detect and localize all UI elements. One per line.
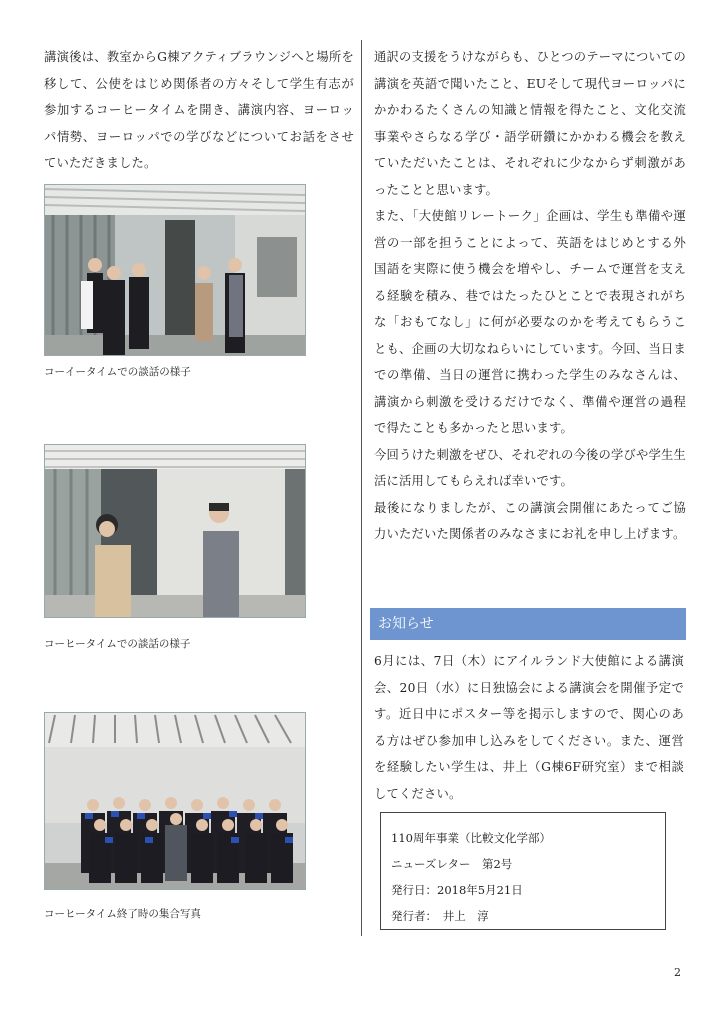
colophon-box bbox=[380, 812, 666, 930]
intro-paragraph: 講演後は、教室からG棟アクティブラウンジへと場所を移して、公使をはじめ関係者の方々そして学生有志が参加するコーヒータイムを開き、講演内容、ヨーロッパ情勢、ヨーロッパでの学びなどについてお話をさせていただきました。 bbox=[44, 50, 354, 170]
photo-caption-2: コーヒータイムでの談話の様子 bbox=[44, 638, 191, 650]
photo-group-image bbox=[45, 713, 306, 889]
colophon-title: 110周年事業（比較文化学部） bbox=[391, 831, 551, 845]
notice-section bbox=[374, 648, 684, 807]
right-paragraph: 最後になりましたが、この講演会開催にあたってご協力いただいた関係者のみなさまにお礼を申し上げます。 bbox=[374, 500, 686, 541]
notice-paragraph: 6月には、7日（木）にアイルランド大使館による講演会、20日（水）に日独協会による講演会を開催予定です。近日中にポスター等を掲示しますので、関心のある方はぜひ参加申し込みをしてください。また、運営を経験したい学生は、井上（G棟6F研究室）まで相談してください。 bbox=[374, 654, 684, 801]
photo-group bbox=[44, 712, 306, 890]
photo-caption-3: コーヒータイム終了時の集合写真 bbox=[44, 908, 201, 920]
right-column bbox=[374, 44, 686, 548]
left-column bbox=[44, 44, 354, 177]
right-paragraph: また、「大使館リレートーク」企画は、学生も準備や運営の一部を担うことによって、英語をはじめとする外国語を実際に使う機会を増やし、チームで運営を支える経験を積み、巷ではたったひとことで表現されがちな「おもてなし」に何が必要なのかを考えてもらうことも、企画の大切なねらいにしています。今回、当日までの準備、当日の運営に携わった学生のみなさんは、講演から刺激を受けるだけでなく、準備や運営の過程で得たことも多かったと思います。 bbox=[374, 209, 686, 435]
photo-coffee-chat-2-image bbox=[45, 445, 305, 617]
column-divider bbox=[361, 40, 362, 936]
right-paragraph: 通訳の支援をうけながらも、ひとつのテーマについての講演を英語で聞いたこと、EUそして現代ヨーロッパにかかわるたくさんの知識と情報を得たこと、文化交流事業やさらなる学び・語学研鑽にかかわる機会を教えていただいたことは、それぞれに少なからず刺激があったことと思います。 bbox=[374, 50, 686, 197]
colophon-publisher: 発行者： 井上 淳 bbox=[391, 909, 489, 923]
page-number: 2 bbox=[674, 966, 681, 979]
photo-coffee-chat-2 bbox=[44, 444, 306, 618]
photo-caption-1: コーイータイムでの談話の様子 bbox=[44, 366, 191, 378]
photo-coffee-chat-1-image bbox=[45, 185, 305, 355]
right-paragraph: 今回うけた刺激をぜひ、それぞれの今後の学びや学生生活に活用してもらえれば幸いです。 bbox=[374, 447, 686, 488]
notice-heading: お知らせ bbox=[370, 608, 686, 640]
colophon-date: 発行日：2018年5月21日 bbox=[391, 883, 523, 897]
photo-coffee-chat-1 bbox=[44, 184, 306, 356]
colophon-issue: ニューズレター 第2号 bbox=[391, 857, 513, 871]
